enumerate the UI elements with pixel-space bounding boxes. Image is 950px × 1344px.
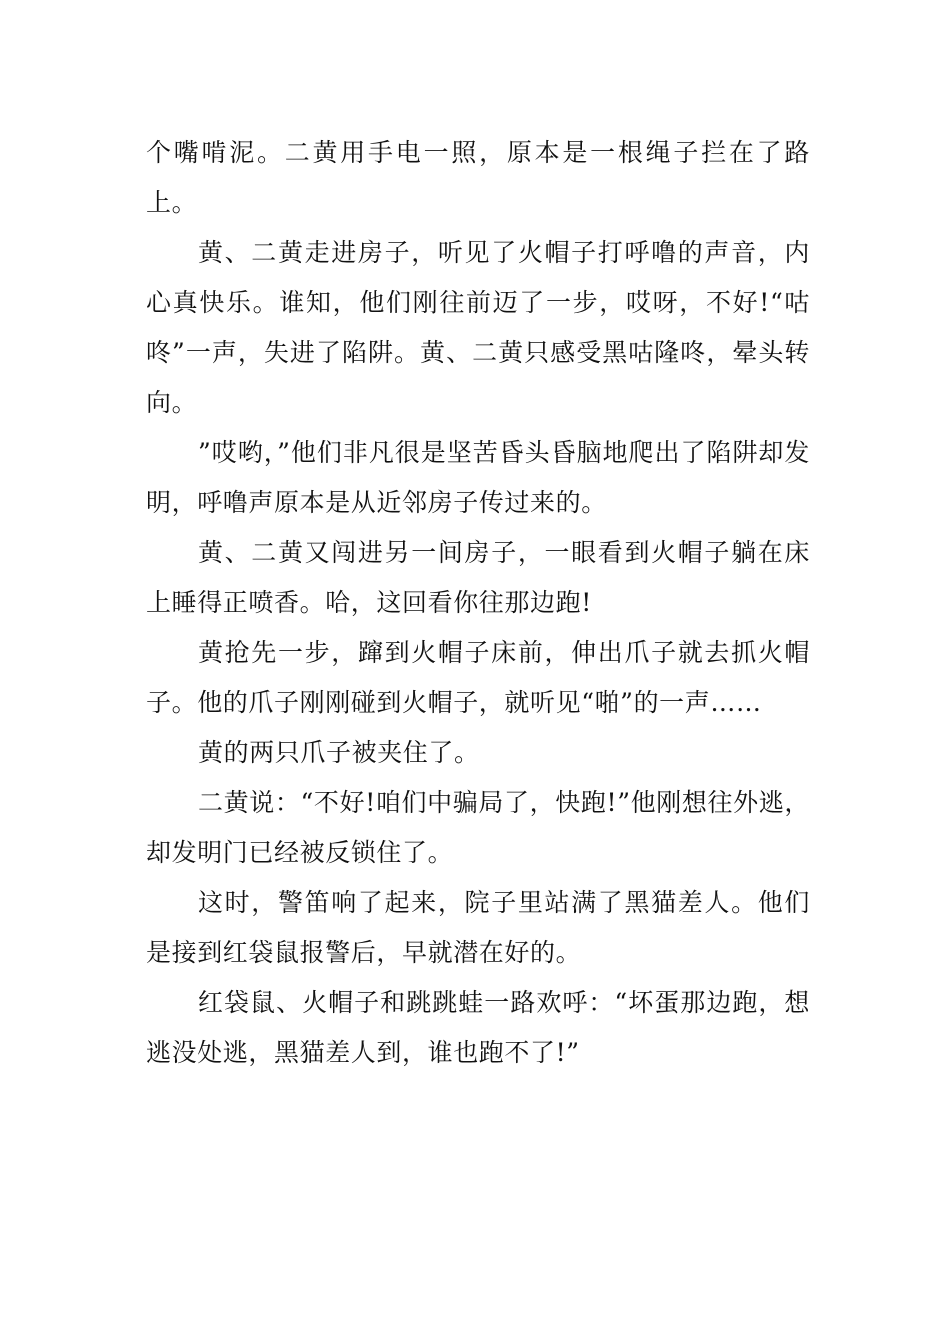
- paragraph-7: 二黄说：“不好!咱们中骗局了，快跑!”他刚想往外逃，却发明门已经被反锁住了。: [146, 788, 810, 867]
- paragraph-2: 黄、二黄走进房子，听见了火帽子打呼噜的声音，内心真快乐。谁知，他们刚往前迈了一步，哎呀，不好!“咕咚”一声，失进了陷阱。黄、二黄只感受黑咕隆咚，晕头转向。: [146, 238, 810, 417]
- paragraph-8: 这时，警笛响了起来，院子里站满了黑猫差人。他们是接到红袋鼠报警后，早就潜在好的。: [146, 888, 810, 967]
- paragraph-6: 黄的两只爪子被夹住了。: [198, 738, 480, 767]
- paragraph-3: ”哎哟，”他们非凡很是坚苦昏头昏脑地爬出了陷阱却发明，呼噜声原本是从近邻房子传过来的。: [146, 438, 810, 517]
- paragraph-1: 个嘴啃泥。二黄用手电一照，原本是一根绳子拦在了路上。: [146, 138, 810, 217]
- paragraph-5: 黄抢先一步，蹿到火帽子床前，伸出爪子就去抓火帽子。他的爪子刚刚碰到火帽子，就听见“啪”的一声……: [146, 638, 810, 717]
- paragraph-4: 黄、二黄又闯进另一间房子，一眼看到火帽子躺在床上睡得正喷香。哈，这回看你往那边跑!: [146, 538, 810, 617]
- paragraph-9: 红袋鼠、火帽子和跳跳蛙一路欢呼：“坏蛋那边跑，想逃没处逃，黑猫差人到，谁也跑不了!”: [146, 988, 810, 1067]
- document-page: [146, 128, 810, 1078]
